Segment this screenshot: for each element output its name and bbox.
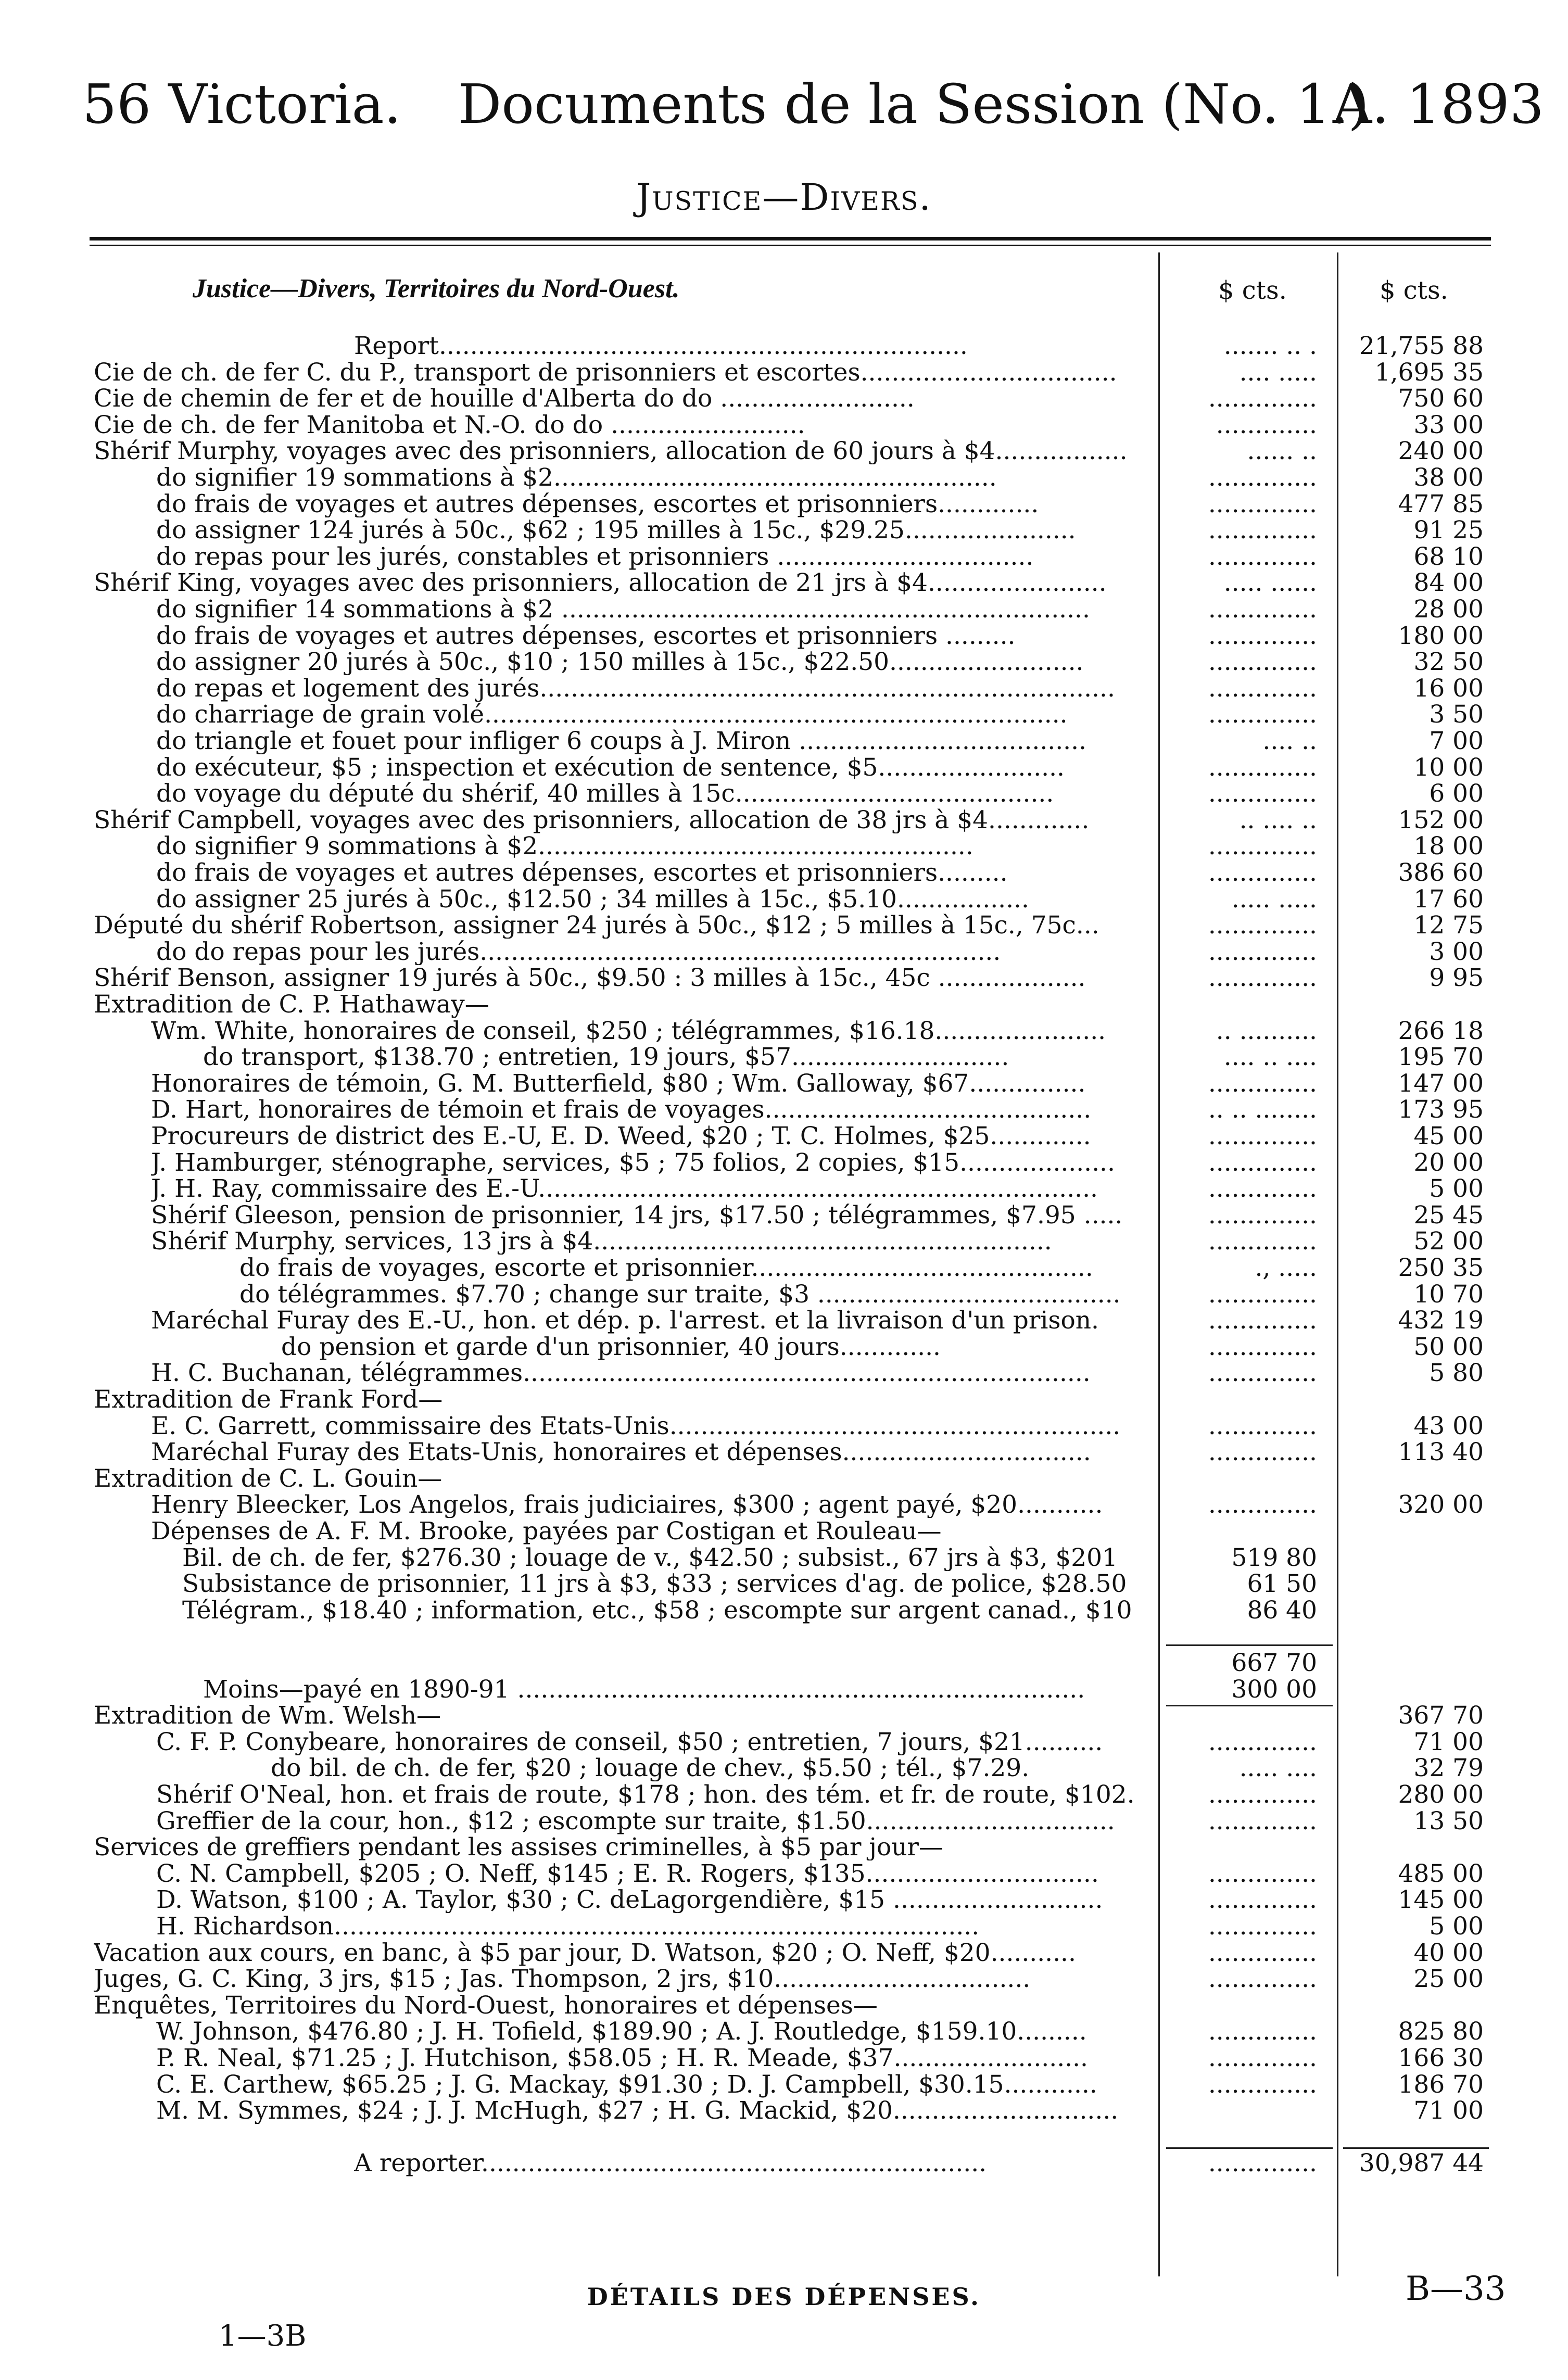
row-description: do frais de voyages, escorte et prisonnier............................................ [239,1255,1093,1281]
row-description: Cie de ch. de fer C. du P., transport de prisonniers et escortes................................. [94,359,1117,386]
table-row [94,1887,1489,1913]
row-description: Shérif King, voyages avec des prisonniers, allocation de 21 jrs à $4....................... [94,570,1107,597]
table-row [94,1229,1489,1255]
row-subtotal-amount: ...... .. [1247,437,1317,466]
row-total-amount: 45 00 [1413,1122,1484,1150]
row-subtotal-amount: .............. [1208,779,1317,808]
page-number: B—33 [1406,2270,1506,2308]
table-row [94,1123,1489,1149]
table-row [94,570,1489,596]
table-row [94,1044,1489,1070]
row-subtotal-amount: .............. [1208,463,1317,492]
row-total-amount: 91 25 [1413,516,1484,545]
row-subtotal-amount: ., ..... [1255,1254,1317,1282]
row-subtotal-amount: .............. [1208,1965,1317,1994]
table-row [94,465,1489,491]
table-row [94,833,1489,859]
row-description: do exécuteur, $5 ; inspection et exécution de sentence, $5........................ [156,754,1065,781]
row-description: do bil. de ch. de fer, $20 ; louage de chev., $5.50 ; tél., $7.29. [271,1755,1030,1782]
row-description: W. Johnson, $476.80 ; J. H. Tofield, $189.90 ; A. J. Routledge, $159.10......... [156,2019,1087,2045]
row-description: Shérif Gleeson, pension de prisonnier, 14 jrs, $17.50 ; télégrammes, $7.95 ..... [151,1202,1123,1229]
table-row [94,1413,1489,1439]
row-subtotal-amount: .............. [1208,489,1317,518]
table-row [94,1755,1489,1781]
row-subtotal-amount: .............. [1208,1200,1317,1230]
table-row [94,939,1489,965]
row-subtotal-amount: ..... ..... [1231,884,1317,914]
row-description: Bil. de ch. de fer, $276.30 ; louage de v., $42.50 ; subsist., 67 jrs à $3, $201 [182,1545,1118,1571]
row-total-amount: 30,987 44 [1359,2149,1484,2178]
table-row [94,597,1489,623]
row-description: Enquêtes, Territoires du Nord-Ouest, honoraires et dépenses— [94,1992,878,2019]
row-description: do voyage du député du shérif, 40 milles à 15c......................................... [156,781,1054,807]
row-total-amount: 3 50 [1429,700,1484,729]
row-subtotal-amount: .............. [1208,1069,1317,1098]
table-row [94,1202,1489,1229]
row-description: Député du shérif Robertson, assigner 24 jurés à 50c., $12 ; 5 milles à 15c., 75c... [94,913,1099,939]
header-rule-thick [90,237,1491,240]
row-subtotal-amount: .... ..... [1239,358,1317,387]
table-row [94,1360,1489,1386]
row-description: do repas et logement des jurés.......................................................................... [156,675,1115,702]
row-description: Vacation aux cours, en banc, à $5 par jour, D. Watson, $20 ; O. Neff, $20........... [94,1940,1076,1966]
row-subtotal-amount: ....... .. . [1223,332,1317,360]
row-description: D. Hart, honoraires de témoin et frais de voyages.......................................... [151,1097,1092,1123]
row-description: do assigner 20 jurés à 50c., $10 ; 150 milles à 15c., $22.50......................... [156,649,1084,676]
row-total-amount: 6 00 [1429,779,1484,808]
row-total-amount: 145 00 [1398,1885,1484,1915]
table-row [94,1466,1489,1492]
row-total-amount: 432 19 [1398,1306,1484,1335]
table-row [94,1282,1489,1308]
row-subtotal-amount: .............. [1208,1306,1317,1335]
row-total-amount: 17 60 [1413,884,1484,914]
row-description: do do repas pour les jurés................................................................... [156,939,1001,965]
row-subtotal-amount: .. .. ........ [1208,1095,1317,1124]
row-subtotal-amount: .............. [1208,1174,1317,1204]
table-row [94,1334,1489,1360]
row-total-amount: 25 00 [1413,1965,1484,1994]
row-description: Wm. White, honoraires de conseil, $250 ; télégrammes, $16.18...................... [151,1018,1106,1044]
row-description: Procureurs de district des E.-U, E. D. Weed, $20 ; T. C. Holmes, $25............. [151,1123,1091,1149]
row-subtotal-amount: .. .... .. [1239,805,1317,834]
table-row [94,386,1489,412]
table-row [94,1018,1489,1044]
row-subtotal-amount: .............. [1208,1780,1317,1809]
row-description: Report.................................................................... [354,333,968,359]
row-description: do frais de voyages et autres dépenses, escortes et prisonniers ......... [156,623,1016,649]
row-total-amount: 9 95 [1429,964,1484,993]
table-row [94,884,1489,914]
row-description: A reporter................................................................. [354,2150,987,2177]
row-subtotal-amount: .............. [1208,648,1317,677]
row-total-amount: 147 00 [1398,1069,1484,1098]
row-subtotal-amount: 61 50 [1247,1569,1317,1599]
row-description: Juges, G. C. King, 3 jrs, $15 ; Jas. Thompson, 2 jrs, $10................................. [94,1966,1031,1993]
row-total-amount: 5 00 [1429,1912,1484,1941]
row-subtotal-amount: .............. [1208,832,1317,861]
row-subtotal-amount: .............. [1208,1727,1317,1756]
row-total-amount: 825 80 [1398,2017,1484,2046]
table-row [94,913,1489,939]
row-total-amount: 50 00 [1413,1332,1484,1361]
row-description: E. C. Garrett, commissaire des Etats-Unis.......................................................... [151,1413,1121,1439]
row-subtotal-amount: .... .. [1262,727,1317,755]
table-row [94,1387,1489,1413]
row-total-amount: 20 00 [1413,1148,1484,1177]
row-description: Extradition de C. L. Gouin— [94,1465,442,1492]
row-subtotal-amount: .............. [1208,1122,1317,1150]
row-subtotal-amount: .............. [1208,700,1317,729]
row-description: do charriage de grain volé........................................................................... [156,702,1068,728]
row-total-amount: 10 00 [1413,753,1484,782]
table-row [94,1492,1489,1518]
row-description: J. H. Ray, commissaire des E.-U........................................................................ [151,1176,1098,1202]
row-subtotal-amount: 86 40 [1247,1596,1317,1625]
row-total-amount: 1,695 35 [1374,358,1484,387]
table-row [94,2124,1489,2150]
row-subtotal-amount: .............. [1208,542,1317,571]
row-subtotal-amount: 519 80 [1231,1543,1317,1572]
row-subtotal-amount: .............. [1208,1359,1317,1388]
row-subtotal-amount: .............. [1208,1148,1317,1177]
row-subtotal-amount: .............. [1208,1411,1317,1440]
table-row [94,1808,1489,1834]
table-row [94,1150,1489,1176]
row-description: Cie de ch. de fer Manitoba et N.-O. do do ......................... [94,412,805,438]
row-subtotal-amount: .............. [1208,1806,1317,1835]
table-row [94,1255,1489,1281]
row-subtotal-amount: .............. [1208,2017,1317,2046]
row-description: H. C. Buchanan, télégrammes......................................................................... [151,1360,1091,1387]
row-subtotal-amount: .............. [1208,753,1317,782]
row-total-amount: 485 00 [1398,1859,1484,1888]
row-subtotal-amount: .............. [1208,384,1317,413]
row-total-amount: 5 80 [1429,1359,1484,1388]
row-total-amount: 320 00 [1398,1490,1484,1520]
row-total-amount: 152 00 [1398,805,1484,834]
table-row [94,412,1489,438]
table-row [94,992,1489,1018]
year: A. 1893 [1333,72,1544,136]
row-description: Moins—payé en 1890-91 ......................................................................... [203,1676,1085,1703]
row-subtotal-amount: ............. [1216,410,1317,439]
row-total-amount: 5 00 [1429,1174,1484,1204]
row-subtotal-amount: ..... ...... [1223,568,1317,598]
table-row [94,1071,1489,1097]
row-subtotal-amount: .............. [1208,1332,1317,1361]
row-subtotal-amount: .............. [1208,621,1317,650]
row-total-amount: 266 18 [1398,1016,1484,1045]
row-description: Honoraires de témoin, G. M. Butterfield, $80 ; Wm. Galloway, $67............... [151,1070,1086,1097]
row-subtotal-amount: .. .......... [1216,1016,1317,1045]
row-total-amount: 10 70 [1413,1280,1484,1309]
row-description: Greffier de la cour, hon., $12 ; escompte sur traite, $1.50................................ [156,1808,1115,1834]
row-description: do frais de voyages et autres dépenses, escortes et prisonniers............. [156,491,1039,517]
table-row [94,438,1489,464]
row-total-amount: 7 00 [1429,727,1484,755]
row-description: Shérif O'Neal, hon. et frais de route, $178 ; hon. des tém. et fr. de route, $102. [156,1782,1135,1808]
row-total-amount: 477 85 [1398,489,1484,518]
row-subtotal-amount: .............. [1208,1938,1317,1967]
row-total-amount: 25 45 [1413,1200,1484,1230]
row-subtotal-amount: .............. [1208,937,1317,966]
row-total-amount: 40 00 [1413,1938,1484,1967]
row-subtotal-amount: .............. [1208,911,1317,940]
table-row [94,2098,1489,2124]
session-volume: 56 Victoria. [82,72,401,136]
row-description: do assigner 25 jurés à 50c., $12.50 ; 34 milles à 15c., $5.10................. [156,886,1029,913]
table-row [94,1545,1489,1571]
row-total-amount: 386 60 [1398,858,1484,887]
table-row [94,649,1489,675]
row-subtotal-amount: .............. [1208,964,1317,993]
row-subtotal-amount: .............. [1208,1859,1317,1888]
row-total-amount: 195 70 [1398,1043,1484,1072]
table-row [94,755,1489,781]
footer-caption: DÉTAILS DES DÉPENSES. [587,2283,981,2311]
table-row [94,1518,1489,1545]
row-total-amount: 52 00 [1413,1227,1484,1256]
row-total-amount: 280 00 [1398,1780,1484,1809]
table-row [94,1677,1489,1703]
table-row [94,333,1489,359]
table-row [94,702,1489,728]
row-total-amount: 250 35 [1398,1254,1484,1282]
row-total-amount: 180 00 [1398,621,1484,650]
row-description: H. Richardson................................................................................... [156,1914,980,1940]
subtotal-rule [1166,1705,1333,1706]
table-row [94,1861,1489,1887]
row-description: do transport, $138.70 ; entretien, 19 jours, $57............................ [203,1044,1009,1071]
table-row [94,517,1489,543]
row-subtotal-amount: 667 70 [1231,1649,1317,1677]
row-subtotal-amount: .............. [1208,1280,1317,1309]
row-description: do repas pour les jurés, constables et prisonniers ................................. [156,543,1034,570]
table-row [94,1940,1489,1966]
row-description: do frais de voyages et autres dépenses, escortes et prisonniers......... [156,860,1008,886]
row-total-amount: 43 00 [1413,1411,1484,1440]
row-total-amount: 71 00 [1413,1727,1484,1756]
column-header-2: $ cts. [1380,276,1448,305]
table-row [94,1308,1489,1334]
table-row [94,1966,1489,1992]
row-total-amount: 38 00 [1413,463,1484,492]
row-description: Extradition de Frank Ford— [94,1387,443,1413]
table-row [94,860,1489,886]
subtotal-rule [1166,2147,1333,2149]
row-total-amount: 18 00 [1413,832,1484,861]
table-row [94,2150,1489,2176]
row-total-amount: 68 10 [1413,542,1484,571]
row-subtotal-amount: .............. [1208,1885,1317,1915]
row-description: C. E. Carthew, $65.25 ; J. G. Mackay, $91.30 ; D. J. Campbell, $30.15............ [156,2071,1097,2098]
row-description: Shérif Murphy, services, 13 jrs à $4........................................................... [151,1229,1052,1255]
table-row [94,676,1489,702]
row-description: Télégram., $18.40 ; information, etc., $58 ; escompte sur argent canad., $10 [182,1597,1132,1624]
row-total-amount: 3 00 [1429,937,1484,966]
row-description: do signifier 9 sommations à $2........................................................ [156,833,973,860]
row-total-amount: 750 60 [1398,384,1484,413]
table-row [94,491,1489,517]
table-row [94,1782,1489,1808]
row-description: do signifier 19 sommations à $2......................................................... [156,465,997,491]
table-row [94,728,1489,754]
table-row [94,2045,1489,2071]
document-title: Documents de la Session (No. 1.) [458,72,1369,136]
row-description: C. F. P. Conybeare, honoraires de conseil, $50 ; entretien, 7 jours, $21.......... [156,1729,1103,1755]
row-description: do pension et garde d'un prisonnier, 40 jours............. [281,1334,941,1360]
table-row [94,1703,1489,1729]
column-header-1: $ cts. [1218,276,1287,305]
row-total-amount: 367 70 [1398,1701,1484,1730]
row-subtotal-amount: .............. [1208,1490,1317,1520]
table-row [94,1439,1489,1465]
row-description: do assigner 124 jurés à 50c., $62 ; 195 milles à 15c., $29.25...................... [156,517,1076,544]
row-total-amount: 240 00 [1398,437,1484,466]
table-row [94,807,1489,833]
table-row [94,781,1489,807]
row-description: Shérif Campbell, voyages avec des prisonniers, allocation de 38 jrs à $4............. [94,807,1090,833]
row-total-amount: 32 79 [1413,1754,1484,1783]
row-description: C. N. Campbell, $205 ; O. Neff, $145 ; E. R. Rogers, $135.............................. [156,1860,1099,1887]
row-description: Maréchal Furay des E.-U., hon. et dép. p. l'arrest. et la livraison d'un prison. [151,1308,1099,1334]
table-row [94,1598,1489,1624]
row-description: Cie de chemin de fer et de houille d'Alberta do do ......................... [94,386,915,412]
row-subtotal-amount: .............. [1208,2044,1317,2072]
row-total-amount: 21,755 88 [1359,332,1484,360]
footer-sheet-mark: 1—3B [219,2319,307,2353]
subtotal-rule [1166,1644,1333,1646]
row-total-amount: 33 00 [1413,410,1484,439]
header-rule-thin [90,245,1491,246]
table-row [94,1650,1489,1676]
row-description: Shérif Murphy, voyages avec des prisonniers, allocation de 60 jours à $4................. [94,438,1128,465]
row-description: do télégrammes. $7.70 ; change sur traite, $3 ....................................... [239,1281,1121,1308]
table-row [94,623,1489,649]
row-description: do triangle et fouet pour infliger 6 coups à J. Miron ..................................... [156,728,1086,754]
table-title: Justice—Divers, Territoires du Nord-Ouest. [193,274,680,303]
table-row [94,2072,1489,2098]
row-total-amount: 166 30 [1398,2044,1484,2072]
table-row [94,1729,1489,1755]
row-subtotal-amount: .............. [1208,2149,1317,2178]
row-subtotal-amount: .... .. .... [1223,1043,1317,1072]
table-row [94,1176,1489,1202]
row-total-amount: 186 70 [1398,2070,1484,2099]
row-total-amount: 28 00 [1413,595,1484,624]
row-description: Henry Bleecker, Los Angelos, frais judiciaires, $300 ; agent payé, $20........... [151,1492,1103,1518]
row-description: Shérif Benson, assigner 19 jurés à 50c., $9.50 : 3 milles à 15c., 45c ................... [94,965,1086,992]
row-description: Extradition de C. P. Hathaway— [94,992,489,1018]
table-row [94,965,1489,991]
row-subtotal-amount: 300 00 [1231,1675,1317,1704]
table-row [94,1097,1489,1123]
table-row [94,2019,1489,2045]
row-total-amount: 84 00 [1413,568,1484,598]
table-row [94,1914,1489,1940]
row-description: Subsistance de prisonnier, 11 jrs à $3, $33 ; services d'ag. de police, $28.50 [182,1571,1127,1598]
row-total-amount: 113 40 [1398,1438,1484,1467]
row-description: Services de greffiers pendant les assises criminelles, à $5 par jour— [94,1834,944,1861]
row-description: Extradition de Wm. Welsh— [94,1703,441,1729]
row-description: do signifier 14 sommations à $2 .................................................................... [156,597,1090,623]
row-total-amount: 173 95 [1398,1095,1484,1124]
row-total-amount: 71 00 [1413,2096,1484,2125]
row-description: Maréchal Furay des Etats-Unis, honoraires et dépenses................................ [151,1439,1091,1466]
row-description: Dépenses de A. F. M. Brooke, payées par Costigan et Rouleau— [151,1518,942,1545]
row-description: M. M. Symmes, $24 ; J. J. McHugh, $27 ; H. G. Mackid, $20............................. [156,2098,1119,2124]
row-total-amount: 16 00 [1413,674,1484,703]
row-subtotal-amount: ..... .... [1239,1754,1317,1783]
table-row [94,1834,1489,1860]
row-description: D. Watson, $100 ; A. Taylor, $30 ; C. deLagorgendière, $15 ........................... [156,1887,1103,1914]
row-subtotal-amount: .............. [1208,1912,1317,1941]
table-row [94,1993,1489,2019]
table-row [94,1571,1489,1597]
table-row [94,544,1489,570]
row-subtotal-amount: .............. [1208,2070,1317,2099]
section-subtitle: Justice—Divers. [636,176,932,219]
table-row [94,360,1489,386]
row-total-amount: 12 75 [1413,911,1484,940]
subtotal-rule [1343,2147,1489,2149]
row-subtotal-amount: .............. [1208,858,1317,887]
row-subtotal-amount: .............. [1208,595,1317,624]
row-subtotal-amount: .............. [1208,1227,1317,1256]
row-total-amount: 13 50 [1413,1806,1484,1835]
row-subtotal-amount: .............. [1208,1438,1317,1467]
row-subtotal-amount: .............. [1208,674,1317,703]
row-subtotal-amount: .............. [1208,516,1317,545]
row-description: J. Hamburger, sténographe, services, $5 ; 75 folios, 2 copies, $15.................... [151,1149,1115,1176]
row-total-amount: 32 50 [1413,648,1484,677]
row-description: P. R. Neal, $71.25 ; J. Hutchison, $58.05 ; H. R. Meade, $37......................... [156,2045,1088,2071]
